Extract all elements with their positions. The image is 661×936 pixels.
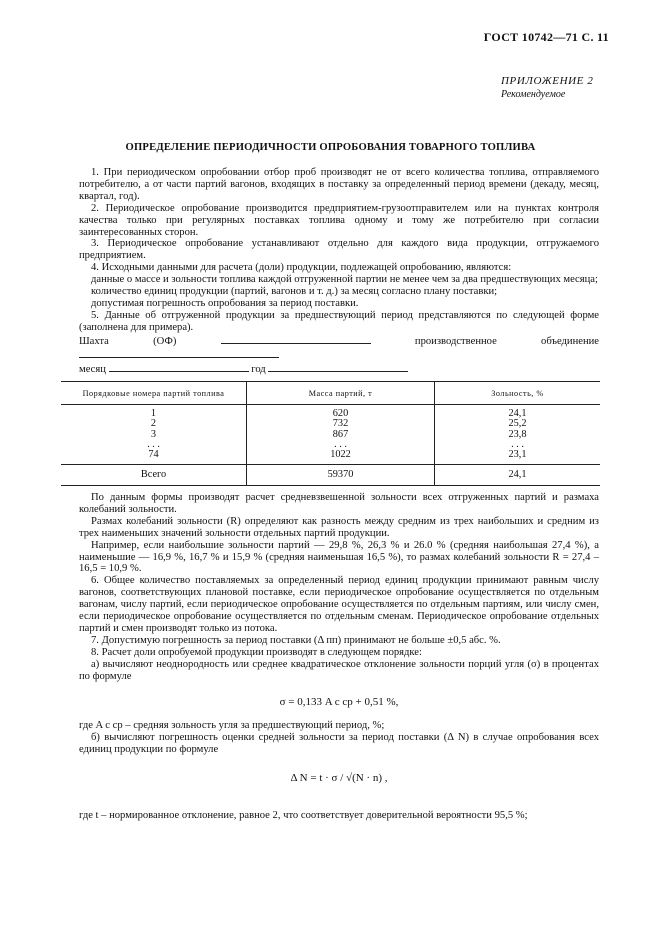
paragraph-example: Например, если наибольшие зольности партий — 29,8 %, 26,3 % и 26.0 % (средняя наибольшая 27,4 %), а наименьшие — 16,9 %, 16,7 % и 15,9 % (средняя наименьшая 16,5 %), то размах колебаний зольности R = 27,4 – 16,5 = 10,9 %. [79,539,599,575]
table-cell: 3 [150,428,157,440]
table-cell: 74 [148,449,159,461]
paragraph-ac-def: где A c ср – средняя зольность угля за предшествующий период, %; [79,720,385,731]
table-cell: 23,1 [435,450,601,465]
association-blank [79,348,279,358]
paragraph-calc-intro: По данным формы производят расчет средневзвешенной зольности всех отгруженных партий и размаха колебаний зольности. [79,492,599,515]
paragraph-5: 5. Данные об отгруженной продукции за предшествующий период представляются по следующей форме (заполнена для примера). [79,309,599,333]
table-cell: . . . [435,440,601,450]
form-line-2 [79,362,599,376]
table-cell: 25,2 [435,419,601,429]
paragraph-6: 6. Общее количество поставляемых за определенный период единиц продукции принимают равным числу вагонов, соответствующих плановой поставке, если периодическое опробование осуществляется по отдельным вагонам, числу партий, если периодическое опробование осуществляется по отдельным партиям, или числу смен, если периодическое опробование осуществляется по отдельным сменам. Периодическое опробование отдельных партий и смен производят только из потока. [79,575,599,634]
month-blank [109,362,249,372]
appendix-block [501,75,593,101]
formula-sigma: σ = 0,133 A c ср + 0,51 %, [279,696,399,708]
table-cell: . . . [147,438,160,450]
association-label: производственное объединение [414,335,599,347]
paragraph-7: 7. Допустимую погрешность за период поставки (Δ пп) принимают не больше ±0,5 абс. %. [91,634,501,646]
page-header: ГОСТ 10742—71 С. 11 [483,30,609,44]
paragraph-1: 1. При периодическом опробовании отбор проб производят не от всего количества топлива, отправляемого потребителю, а от части партий вагонов, входящих в поставку за определенный период времени (декаду, месяц, квартал, год). [79,167,599,202]
year-blank [268,362,408,372]
paragraph-8a: а) вычисляют неоднородность или среднее квадратическое отклонение зольности порций угля (σ) в процентах по формуле [79,658,599,682]
year-label: год [251,363,266,375]
paragraph-4-item-2: количество единиц продукции (партий, вагонов и т. д.) за месяц согласно плану поставки; [91,286,498,298]
table-cell: 2 [150,418,157,430]
form-line-1 [79,334,599,362]
table-cell: . . . [247,440,435,450]
paragraph-4-item-3: допустимая погрешность опробования за период поставки. [91,297,359,309]
table-cell: 620 [247,405,435,420]
paragraph-4: 4. Исходными данными для расчета (доли) продукции, подлежащей опробованию, являются: [91,262,512,274]
table-cell: Всего [61,465,247,486]
shipment-table [61,381,600,486]
paragraph-8: 8. Расчет доли опробуемой продукции производят в следующем порядке: [91,646,422,658]
paragraph-3: 3. Периодическое опробование устанавливают отдельно для каждого вида продукции, отгружаемого предприятием. [79,238,599,262]
column-header: Зольность, % [435,382,601,405]
mine-label: Шахта (ОФ) [79,335,177,347]
intro-paragraphs [79,167,599,376]
column-header: Масса партий, т [247,382,435,405]
formula-delta-legend [79,810,599,822]
month-label: месяц [79,363,106,375]
paragraph-t-def: где t – нормированное отклонение, равное 2, что соответствует доверительной вероятности 95,5 %; [79,810,528,821]
section-title: ОПРЕДЕЛЕНИЕ ПЕРИОДИЧНОСТИ ОПРОБОВАНИЯ ТОВАРНОГО ТОПЛИВА [125,142,536,153]
table-cell: 59370 [247,465,435,486]
table-header-row [61,382,600,405]
table-cell: 1022 [247,450,435,465]
table-cell: 1 [150,408,157,419]
formula-delta: Δ N = t · σ / √(N · n) , [290,772,388,784]
table-cell: 24,1 [435,405,601,420]
appendix-note: Рекомендуемое [501,89,566,100]
paragraph-range-def: Размах колебаний зольности (R) определяют как разность между средним из трех наибольших и средним из трех наименьших значений зольности отдельных партий продукции. [79,515,599,539]
formula-sigma-legend [79,720,599,756]
column-header: Порядковые номера партий топлива [61,382,247,405]
paragraph-4-item-1: данные о массе и зольности топлива каждой отгруженной партии не менее чем за два предшествующих месяца; [91,274,598,286]
table-row [61,450,600,465]
mine-blank [221,334,371,344]
paragraph-2: 2. Периодическое опробование производится предприятием-грузоотправителем или на пунктах контроля качества только при регулярных поставках топлива одному и тому же потребителю при согласии заинтересованных сторон. [79,202,599,238]
table-total-row [61,465,600,486]
appendix-label: ПРИЛОЖЕНИЕ 2 [501,75,594,87]
table-cell: 867 [247,430,435,440]
paragraph-8b: б) вычисляют погрешность оценки средней зольности за период поставки (Δ N) в случае опробования всех единиц продукции по формуле [79,731,599,755]
table-cell: 24,1 [435,465,601,486]
table-row [61,405,600,420]
table-cell: 732 [247,419,435,429]
table-cell: 23,8 [435,430,601,440]
calc-paragraphs [79,492,599,683]
